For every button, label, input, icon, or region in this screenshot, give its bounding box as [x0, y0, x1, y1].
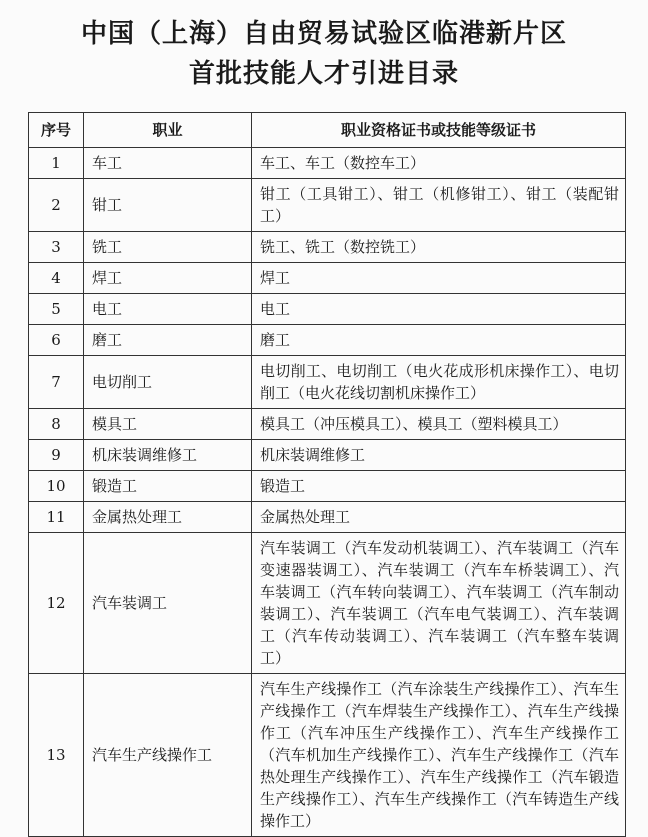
cell-no: 2 — [29, 179, 84, 232]
cell-no: 11 — [29, 502, 84, 533]
cell-occupation: 模具工 — [84, 409, 252, 440]
doc-title-line2: 首批技能人才引进目录 — [188, 59, 459, 89]
talent-catalog-table — [28, 112, 626, 837]
table-row — [29, 409, 626, 440]
cell-no: 7 — [29, 356, 84, 409]
cell-certificate: 电工 — [252, 294, 626, 325]
table-row — [29, 294, 626, 325]
cell-no: 6 — [29, 325, 84, 356]
table-row — [29, 502, 626, 533]
cell-occupation: 焊工 — [84, 263, 252, 294]
cell-certificate: 磨工 — [252, 325, 626, 356]
cell-certificate: 模具工（冲压模具工）、模具工（塑料模具工） — [252, 409, 626, 440]
cell-no: 12 — [29, 533, 84, 674]
cell-no: 13 — [29, 674, 84, 837]
table-row — [29, 674, 626, 837]
table-row — [29, 356, 626, 409]
header-occupation: 职业 — [84, 113, 252, 148]
cell-certificate: 焊工 — [252, 263, 626, 294]
table-row — [29, 148, 626, 179]
cell-occupation: 铣工 — [84, 232, 252, 263]
cell-occupation: 车工 — [84, 148, 252, 179]
cell-no: 5 — [29, 294, 84, 325]
cell-certificate: 金属热处理工 — [252, 502, 626, 533]
cell-occupation: 磨工 — [84, 325, 252, 356]
cell-certificate: 汽车装调工（汽车发动机装调工）、汽车装调工（汽车变速器装调工）、汽车装调工（汽车车桥装调工）、汽车装调工（汽车转向装调工）、汽车装调工（汽车制动装调工）、汽车装调工（汽车电气装调工）、汽车装调工（汽车传动装调工）、汽车装调工（汽车整车装调工） — [252, 533, 626, 674]
table-row — [29, 263, 626, 294]
cell-occupation: 电工 — [84, 294, 252, 325]
cell-occupation: 电切削工 — [84, 356, 252, 409]
table-row — [29, 325, 626, 356]
cell-certificate: 车工、车工（数控车工） — [252, 148, 626, 179]
cell-no: 1 — [29, 148, 84, 179]
cell-certificate: 电切削工、电切削工（电火花成形机床操作工）、电切削工（电火花线切割机床操作工） — [252, 356, 626, 409]
cell-certificate: 锻造工 — [252, 471, 626, 502]
cell-occupation: 金属热处理工 — [84, 502, 252, 533]
table-row — [29, 179, 626, 232]
table-row — [29, 471, 626, 502]
cell-occupation: 钳工 — [84, 179, 252, 232]
table-header-row — [29, 113, 626, 148]
table-row — [29, 440, 626, 471]
cell-no: 8 — [29, 409, 84, 440]
cell-certificate: 汽车生产线操作工（汽车涂装生产线操作工）、汽车生产线操作工（汽车焊装生产线操作工）、汽车生产线操作工（汽车冲压生产线操作工）、汽车生产线操作工（汽车机加生产线操作工）、汽车生产线操作工（汽车热处理生产线操作工）、汽车生产线操作工（汽车锻造生产线操作工）、汽车生产线操作工（汽车铸造生产线操作工） — [252, 674, 626, 837]
header-no: 序号 — [29, 113, 84, 148]
cell-certificate: 铣工、铣工（数控铣工） — [252, 232, 626, 263]
cell-certificate: 机床装调维修工 — [252, 440, 626, 471]
table-row — [29, 533, 626, 674]
cell-no: 3 — [29, 232, 84, 263]
cell-occupation: 汽车生产线操作工 — [84, 674, 252, 837]
cell-certificate: 钳工（工具钳工）、钳工（机修钳工）、钳工（装配钳工） — [252, 179, 626, 232]
cell-occupation: 锻造工 — [84, 471, 252, 502]
cell-no: 10 — [29, 471, 84, 502]
cell-occupation: 汽车装调工 — [84, 533, 252, 674]
doc-title-line1: 中国（上海）自由贸易试验区临港新片区 — [80, 19, 567, 49]
cell-no: 9 — [29, 440, 84, 471]
header-certificate: 职业资格证书或技能等级证书 — [252, 113, 626, 148]
cell-no: 4 — [29, 263, 84, 294]
table-row — [29, 232, 626, 263]
cell-occupation: 机床装调维修工 — [84, 440, 252, 471]
